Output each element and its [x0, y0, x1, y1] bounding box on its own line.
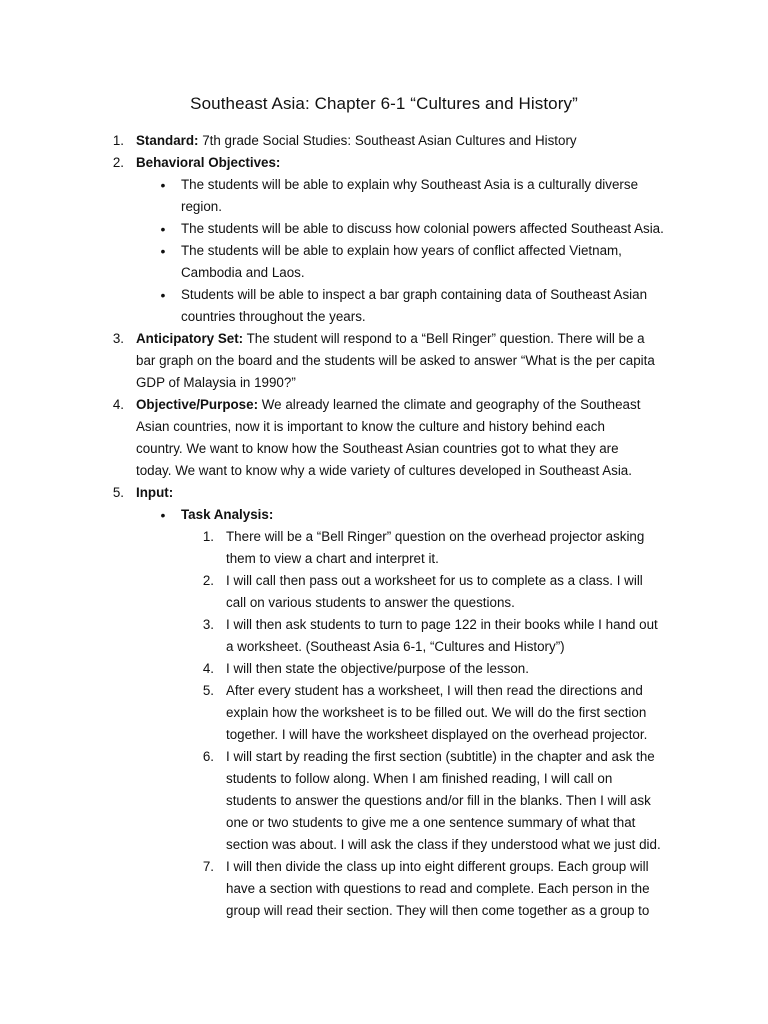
step-text: together. I will have the worksheet displayed on the overhead projector.	[226, 727, 648, 742]
task-step-continued	[0, 834, 768, 856]
item-label: Standard:	[136, 133, 199, 148]
step-number: 2.	[202, 573, 214, 588]
item-text: country. We want to know how the Southeast Asian countries got to what they are	[136, 441, 619, 456]
page-title: Southeast Asia: Chapter 6-1 “Cultures and History”	[190, 94, 578, 113]
list-item-objective-purpose	[0, 394, 768, 416]
bullet-text: The students will be able to explain why Southeast Asia is a culturally diverse	[181, 177, 639, 192]
objective-bullet	[0, 174, 768, 196]
step-text: After every student has a worksheet, I will then read the directions and	[226, 683, 643, 698]
item-number: 5.	[112, 485, 124, 500]
item-text: GDP of Malaysia in 1990?”	[136, 375, 296, 390]
item-text-continued	[0, 460, 768, 482]
task-step-continued	[0, 900, 768, 922]
task-step	[0, 526, 768, 548]
objective-bullet-continued	[0, 262, 768, 284]
task-step-continued	[0, 702, 768, 724]
item-text: We already learned the climate and geography of the Southeast	[258, 397, 641, 412]
item-text-continued	[0, 372, 768, 394]
item-number: 1.	[112, 133, 124, 148]
item-text-continued	[0, 416, 768, 438]
item-number: 4.	[112, 397, 124, 412]
bullet-text: Cambodia and Laos.	[181, 265, 305, 280]
item-text: today. We want to know why a wide variety of cultures developed in Southeast Asia.	[136, 463, 632, 478]
task-step-continued	[0, 636, 768, 658]
step-number: 4.	[202, 661, 214, 676]
step-text: section was about. I will ask the class if they understood what we just did.	[226, 837, 661, 852]
bullet-icon: •	[160, 221, 166, 237]
item-label: Behavioral Objectives:	[136, 155, 281, 170]
step-number: 5.	[202, 683, 214, 698]
task-step-continued	[0, 548, 768, 570]
task-step	[0, 746, 768, 768]
item-text: Asian countries, now it is important to know the culture and history behind each	[136, 419, 605, 434]
task-step-continued	[0, 812, 768, 834]
step-number: 6.	[202, 749, 214, 764]
step-text: explain how the worksheet is to be filled out. We will do the first section	[226, 705, 647, 720]
list-item-anticipatory-set	[0, 328, 768, 350]
task-step	[0, 856, 768, 878]
bullet-text: region.	[181, 199, 222, 214]
bullet-text: The students will be able to explain how years of conflict affected Vietnam,	[181, 243, 622, 258]
item-label: Objective/Purpose:	[136, 397, 259, 412]
item-text-continued	[0, 438, 768, 460]
item-text: 7th grade Social Studies: Southeast Asian Cultures and History	[198, 133, 577, 148]
item-text-continued	[0, 350, 768, 372]
step-text: There will be a “Bell Ringer” question on the overhead projector asking	[226, 529, 645, 544]
task-step-continued	[0, 724, 768, 746]
task-analysis-label: Task Analysis:	[181, 507, 274, 522]
item-number: 2.	[112, 155, 124, 170]
step-number: 3.	[202, 617, 214, 632]
step-text: I will then divide the class up into eight different groups. Each group will	[226, 859, 649, 874]
item-number: 3.	[112, 331, 124, 346]
step-text: students to answer the questions and/or fill in the blanks. Then I will ask	[226, 793, 651, 808]
step-text: I will call then pass out a worksheet for us to complete as a class. I will	[226, 573, 643, 588]
list-item-standard	[0, 130, 768, 152]
step-text: I will then state the objective/purpose of the lesson.	[226, 661, 529, 676]
task-step-continued	[0, 790, 768, 812]
step-number: 7.	[202, 859, 214, 874]
item-label: Anticipatory Set:	[136, 331, 244, 346]
task-step-continued	[0, 878, 768, 900]
objective-bullet-continued	[0, 306, 768, 328]
bullet-text: The students will be able to discuss how colonial powers affected Southeast Asia.	[181, 221, 664, 236]
task-step	[0, 680, 768, 702]
bullet-icon: •	[160, 287, 166, 303]
bullet-icon: •	[160, 243, 166, 259]
step-text: call on various students to answer the questions.	[226, 595, 515, 610]
item-text: bar graph on the board and the students will be asked to answer “What is the per capita	[136, 353, 655, 368]
step-text: have a section with questions to read and complete. Each person in the	[226, 881, 650, 896]
task-step	[0, 658, 768, 680]
step-text: I will start by reading the first section (subtitle) in the chapter and ask the	[226, 749, 655, 764]
list-item-behavioral-objectives	[0, 152, 768, 174]
step-text: one or two students to give me a one sentence summary of what that	[226, 815, 636, 830]
task-step	[0, 570, 768, 592]
step-text: them to view a chart and interpret it.	[226, 551, 439, 566]
task-step-continued	[0, 592, 768, 614]
step-text: group will read their section. They will then come together as a group to	[226, 903, 650, 918]
step-text: I will then ask students to turn to page 122 in their books while I hand out	[226, 617, 658, 632]
objective-bullet-continued	[0, 196, 768, 218]
item-text: The student will respond to a “Bell Ringer” question. There will be a	[243, 331, 645, 346]
task-step-continued	[0, 768, 768, 790]
task-analysis-bullet	[0, 504, 768, 526]
lesson-plan-list	[0, 130, 768, 922]
bullet-text: Students will be able to inspect a bar graph containing data of Southeast Asian	[181, 287, 648, 302]
step-text: a worksheet. (Southeast Asia 6-1, “Cultures and History”)	[226, 639, 565, 654]
objective-bullet	[0, 240, 768, 262]
step-number: 1.	[202, 529, 214, 544]
objective-bullet	[0, 284, 768, 306]
bullet-icon: •	[160, 507, 166, 523]
step-text: students to follow along. When I am finished reading, I will call on	[226, 771, 613, 786]
bullet-text: countries throughout the years.	[181, 309, 366, 324]
bullet-icon: •	[160, 177, 166, 193]
task-step	[0, 614, 768, 636]
objective-bullet	[0, 218, 768, 240]
item-label: Input:	[136, 485, 174, 500]
list-item-input	[0, 482, 768, 504]
